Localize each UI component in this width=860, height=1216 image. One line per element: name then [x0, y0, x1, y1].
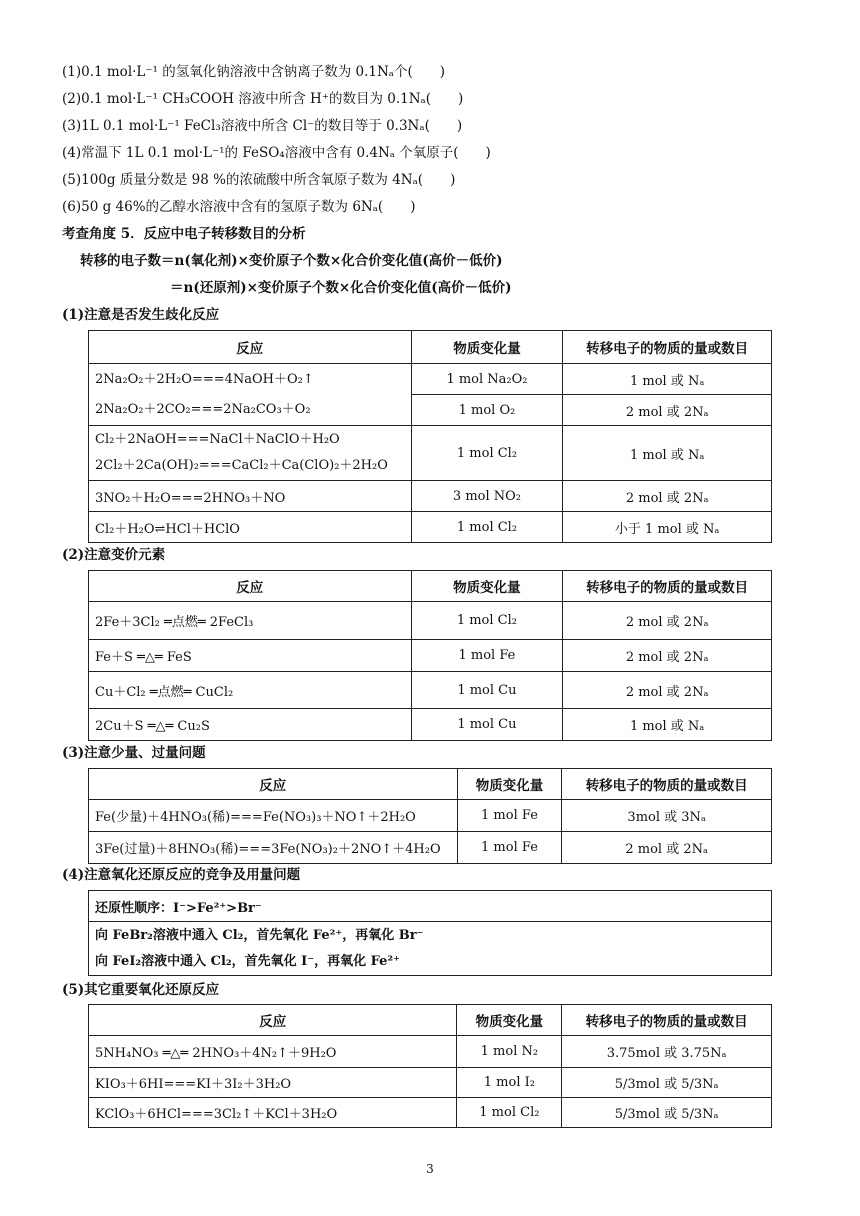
change-cell: 1 mol Cl₂: [411, 512, 563, 543]
electrons-cell: 3.75mol 或 3.75Nₐ: [562, 1036, 772, 1068]
reaction-cell: Fe(少量)＋4HNO₃(稀)===Fe(NO₃)₃＋NO↑＋2H₂O: [89, 800, 458, 832]
header-reaction: 反应: [89, 331, 412, 364]
reducibility-order: 还原性顺序：I⁻>Fe²⁺>Br⁻: [89, 891, 772, 922]
reaction-equation: 2Na₂O₂＋2CO₂===2Na₂CO₃＋O₂: [95, 401, 311, 417]
reaction-equation: 2Cl₂＋2Ca(OH)₂===CaCl₂＋Ca(ClO)₂＋2H₂O: [95, 458, 388, 473]
electrons-cell: 1 mol 或 Nₐ: [563, 426, 772, 481]
header-reaction: 反应: [89, 571, 412, 602]
header-electrons: 转移电子的物质的量或数目: [562, 1005, 772, 1036]
header-electrons: 转移电子的物质的量或数目: [563, 571, 772, 602]
header-electrons: 转移电子的物质的量或数目: [563, 331, 772, 364]
reaction-cell: 2Fe＋3Cl₂ ═点燃═ 2FeCl₃: [89, 602, 412, 640]
header-electrons: 转移电子的物质的量或数目: [562, 769, 772, 800]
header-change: 物质变化量: [457, 1005, 562, 1036]
section4-title: (4)注意氧化还原反应的竞争及用量问题: [62, 867, 301, 883]
reaction-cell: [89, 426, 412, 481]
table-other-reactions: [88, 1004, 772, 1128]
reaction-equation: 2Na₂O₂＋2H₂O===4NaOH＋O₂↑: [95, 371, 314, 387]
question-item-4: (4)常温下 1L 0.1 mol·L⁻¹的 FeSO₄溶液中含有 0.4Nₐ 个氧原子( ): [62, 145, 491, 161]
table-excess-deficiency: [88, 768, 772, 864]
reaction-cell: [89, 364, 412, 426]
change-cell: 1 mol Cl₂: [411, 426, 563, 481]
reaction-cell: Fe＋S ═△═ FeS: [89, 640, 412, 672]
header-change: 物质变化量: [411, 571, 563, 602]
change-cell: 1 mol Fe: [457, 832, 562, 864]
reaction-cell: KClO₃＋6HCl===3Cl₂↑＋KCl＋3H₂O: [89, 1098, 457, 1128]
electrons-cell: 1 mol 或 Nₐ: [563, 709, 772, 741]
change-cell: 3 mol NO₂: [411, 481, 563, 512]
electrons-cell: 1 mol 或 Nₐ: [563, 364, 772, 395]
table-disproportionation: [88, 330, 772, 543]
formula-line-2: ＝n(还原剂)×变价原子个数×化合价变化值(高价－低价): [170, 280, 512, 296]
table5-title: (5)其它重要氧化还原反应: [62, 982, 220, 998]
reaction-cell: Cl₂＋H₂O⇌HCl＋HClO: [89, 512, 412, 543]
electrons-cell: 3mol 或 3Nₐ: [562, 800, 772, 832]
change-cell: 1 mol Fe: [411, 640, 563, 672]
competition-notes: [89, 922, 772, 976]
change-cell: 1 mol O₂: [411, 395, 563, 426]
reaction-cell: KIO₃＋6HI===KI＋3I₂＋3H₂O: [89, 1068, 457, 1098]
electrons-cell: 2 mol 或 2Nₐ: [563, 395, 772, 426]
electrons-cell: 2 mol 或 2Nₐ: [562, 832, 772, 864]
reaction-cell: 2Cu＋S ═△═ Cu₂S: [89, 709, 412, 741]
electrons-cell: 小于 1 mol 或 Nₐ: [563, 512, 772, 543]
electrons-cell: 5/3mol 或 5/3Nₐ: [562, 1098, 772, 1128]
change-cell: 1 mol Fe: [457, 800, 562, 832]
table2-title: (2)注意变价元素: [62, 547, 166, 563]
electrons-cell: 5/3mol 或 5/3Nₐ: [562, 1068, 772, 1098]
table1-title: (1)注意是否发生歧化反应: [62, 307, 220, 323]
reaction-cell: 3NO₂＋H₂O===2HNO₃＋NO: [89, 481, 412, 512]
change-cell: 1 mol Cu: [411, 709, 563, 741]
header-change: 物质变化量: [411, 331, 563, 364]
change-cell: 1 mol Cu: [411, 672, 563, 709]
section-title: 考查角度 5．反应中电子转移数目的分析: [62, 226, 306, 242]
change-cell: 1 mol Cl₂: [411, 602, 563, 640]
change-cell: 1 mol I₂: [457, 1068, 562, 1098]
change-cell: 1 mol Na₂O₂: [411, 364, 563, 395]
reaction-cell: 3Fe(过量)＋8HNO₃(稀)===3Fe(NO₃)₂＋2NO↑＋4H₂O: [89, 832, 458, 864]
page-number: 3: [426, 1162, 434, 1176]
electrons-cell: 2 mol 或 2Nₐ: [563, 481, 772, 512]
change-cell: 1 mol Cl₂: [457, 1098, 562, 1128]
electrons-cell: 2 mol 或 2Nₐ: [563, 640, 772, 672]
fei2-note: 向 FeI₂溶液中通入 Cl₂，首先氧化 I⁻，再氧化 Fe²⁺: [95, 953, 400, 969]
question-item-1: (1)0.1 mol·L⁻¹ 的氢氧化钠溶液中含钠离子数为 0.1Nₐ个( ): [62, 64, 446, 80]
question-item-6: (6)50 g 46%的乙醇水溶液中含有的氢原子数为 6Nₐ( ): [62, 199, 416, 215]
header-reaction: 反应: [89, 769, 458, 800]
question-item-3: (3)1L 0.1 mol·L⁻¹ FeCl₃溶液中所含 Cl⁻的数目等于 0.3Nₐ( ): [62, 118, 463, 134]
change-cell: 1 mol N₂: [457, 1036, 562, 1068]
formula-line-1: 转移的电子数＝n(氧化剂)×变价原子个数×化合价变化值(高价－低价): [80, 253, 503, 269]
electrons-cell: 2 mol 或 2Nₐ: [563, 672, 772, 709]
header-change: 物质变化量: [457, 769, 562, 800]
table3-title: (3)注意少量、过量问题: [62, 745, 206, 761]
reaction-cell: Cu＋Cl₂ ═点燃═ CuCl₂: [89, 672, 412, 709]
header-reaction: 反应: [89, 1005, 457, 1036]
question-item-5: (5)100g 质量分数是 98 %的浓硫酸中所含氧原子数为 4Nₐ( ): [62, 172, 456, 188]
reaction-cell: 5NH₄NO₃ ═△═ 2HNO₃＋4N₂↑＋9H₂O: [89, 1036, 457, 1068]
competition-box: [88, 890, 772, 976]
electrons-cell: 2 mol 或 2Nₐ: [563, 602, 772, 640]
reaction-equation: Cl₂＋2NaOH===NaCl＋NaClO＋H₂O: [95, 432, 340, 447]
question-item-2: (2)0.1 mol·L⁻¹ CH₃COOH 溶液中所含 H⁺的数目为 0.1Nₐ( ): [62, 91, 464, 107]
table-variable-valence: [88, 570, 772, 741]
febr2-note: 向 FeBr₂溶液中通入 Cl₂，首先氧化 Fe²⁺，再氧化 Br⁻: [95, 927, 424, 943]
